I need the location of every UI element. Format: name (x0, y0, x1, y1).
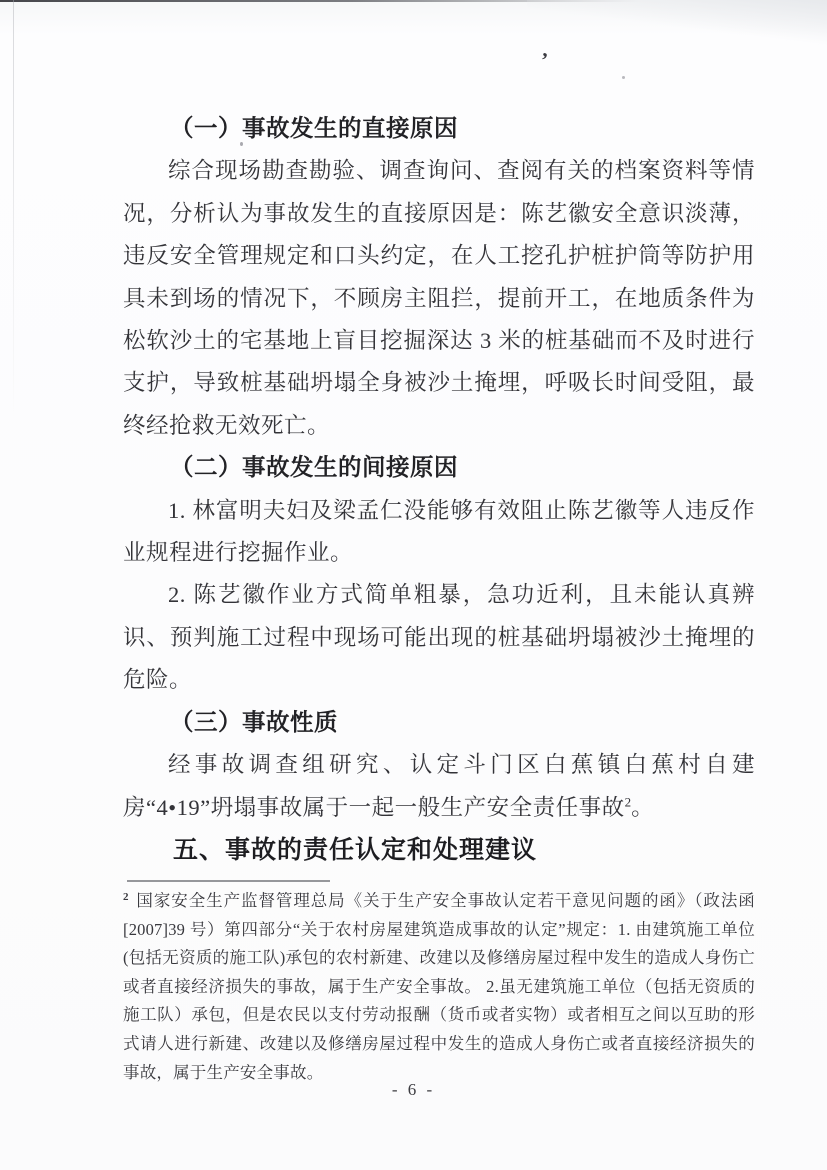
section-heading-indirect-cause: （二）事故发生的间接原因 (170, 455, 458, 482)
accident-nature-text: 经事故调查组研究、认定斗门区白蕉镇白蕉村自建房“4•19”坍塌事故属于一起一般生产安全责任事故 (123, 752, 755, 820)
paragraph-indirect-cause-1: 1. 林富明夫妇及梁孟仁没能够有效阻止陈艺徽等人违反作业规程进行挖掘作业。 (123, 497, 755, 566)
accident-nature-period: 。 (631, 794, 655, 820)
section-heading-direct-cause: （一）事故发生的直接原因 (170, 116, 458, 142)
page-number: - 6 - (391, 1080, 436, 1099)
footnote-divider (127, 880, 330, 882)
paragraph-direct-cause: 综合现场勘查勘验、调查询问、查阅有关的档案资料等情况，分析认为事故发生的直接原因是：陈艺徽安全意识淡薄，违反安全管理规定和口头约定，在人工挖孔护桩护筒等防护用具未到场的情况下，不顾房主阻拦，提前开工，在地质条件为松软沙土的宅基地上盲目挖掘深达 3 米的桩基础而不及时进行支护，导致桩基础坍塌全身被沙土掩埋，呼吸长时间受阻，最终经抢救无效死亡。 (123, 158, 755, 438)
document-body (123, 108, 755, 871)
footnote-body: 国家安全生产监督管理总局《关于生产安全事故认定若干意见问题的函》（政法函[2007]39 号）第四部分“关于农村房屋建筑造成事故的认定”规定：1. 由建筑施工单位(包括无资质的施工队)承包的农村新建、改建以及修缮房屋过程中发生的造成人身伤亡或者直接经济损失的事故，属于生产安全事故。 2.虽无建筑施工单位（包括无资质的施工队）承包，但是农民以支付劳动报酬（货币或者实物）或者相互之间以互助的形式请人进行新建、改建以及修缮房屋过程中发生的造成人身伤亡或者直接经济损失的事故，属于生产安全事故。 (123, 891, 755, 1082)
footnote-reference-2: 2 (624, 794, 632, 809)
section-heading-accident-nature: （三）事故性质 (170, 709, 338, 736)
scan-left-edge-artifact (13, 0, 14, 420)
paragraph-accident-nature (123, 744, 755, 829)
paragraph-indirect-cause-2: 2. 陈艺徽作业方式简单粗暴，急功近利，且未能认真辨识、预判施工过程中现场可能出现的桩基础坍塌被沙土掩埋的危险。 (123, 582, 755, 693)
scan-speck (622, 76, 625, 79)
chapter-heading-responsibility: 五、事故的责任认定和处理建议 (173, 835, 538, 864)
scan-corner-shadow (527, 0, 827, 46)
footnote-text (123, 887, 755, 1087)
footnote-marker-2: 2 (123, 890, 129, 903)
footnote-area (123, 880, 755, 1087)
stray-comma-mark: ’ (540, 47, 549, 73)
